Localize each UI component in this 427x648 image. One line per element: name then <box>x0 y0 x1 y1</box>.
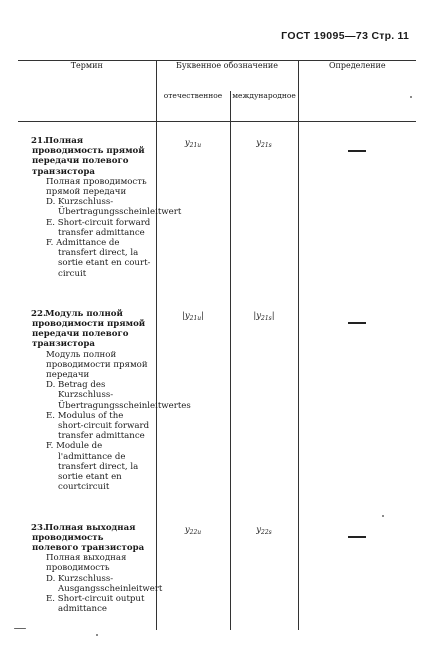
definition-dash <box>348 150 366 152</box>
table-row <box>18 509 416 631</box>
page-label: Стр. <box>371 30 395 42</box>
term-de: D. Kurzschluss-Übertragungsscheinleitwert <box>46 197 182 218</box>
scan-speck <box>382 515 384 517</box>
definition-cell <box>298 122 416 295</box>
term-fr: F. Admittance de transfert direct, la sortie etant en court-circuit <box>46 238 151 279</box>
definition-dash <box>348 322 366 324</box>
definition-cell <box>298 509 416 631</box>
scan-speck <box>14 628 26 629</box>
term-synonym: Полная проводимость прямой передачи <box>46 176 147 198</box>
term-main: Модуль полной проводимости прямой передачи полевого транзистора <box>32 308 146 350</box>
term-main: Полная проводимость прямой передачи полевого транзистора <box>32 136 145 177</box>
header-letter-designation: Буквенное обозначение <box>156 61 298 92</box>
symbol-domestic: $|y_{21и}|$ <box>156 295 230 509</box>
page-number: 11 <box>397 30 409 42</box>
page-header <box>281 30 409 42</box>
header-domestic: отечественное <box>156 91 230 122</box>
symbol-domestic: $y_{22и}$ <box>156 509 230 631</box>
term-number: 21. <box>31 136 46 146</box>
term-synonym: Модуль полной проводимости прямой передачи <box>46 349 148 381</box>
table-row <box>18 122 416 295</box>
header-international: международное <box>230 91 298 122</box>
header-definition: Определение <box>298 61 416 122</box>
term-cell <box>18 122 182 295</box>
term-de: D. Kurzschluss-Ausgangsscheinleitwert <box>46 573 163 594</box>
term-de: D. Betrag des Kurzschluss-Übertragungsscheinleitwertes <box>46 380 191 411</box>
term-synonym: Полная выходная проводимость <box>46 553 127 574</box>
terms-table <box>18 60 416 630</box>
term-en: E. Modulus of the short-circuit forward transfer admittance <box>46 410 150 442</box>
term-number: 22. <box>31 308 46 319</box>
symbol-international: $y_{21s}$ <box>230 122 298 295</box>
symbol-international: $y_{22s}$ <box>230 509 298 631</box>
symbol-domestic: $y_{21и}$ <box>156 122 230 295</box>
term-en: E. Short-circuit output admittance <box>46 593 145 615</box>
term-fr: F. Module de l'admittance de transfert direct, la sortie etant en courtcircuit <box>46 441 139 493</box>
term-main: Полная выходная проводимость полевого транзистора <box>32 522 145 553</box>
header-term: Термин <box>18 61 156 122</box>
term-cell <box>18 509 163 631</box>
term-number: 23. <box>31 522 46 533</box>
table-row <box>18 295 416 509</box>
term-en: E. Short-circuit forward transfer admittance <box>46 217 151 238</box>
standard-number: ГОСТ 19095—73 <box>281 30 369 42</box>
symbol-international: $|y_{21s}|$ <box>230 295 298 509</box>
scan-speck <box>410 96 412 98</box>
definition-cell <box>298 295 416 509</box>
term-cell <box>18 295 191 509</box>
definition-dash <box>348 536 366 538</box>
scan-speck <box>96 634 98 636</box>
